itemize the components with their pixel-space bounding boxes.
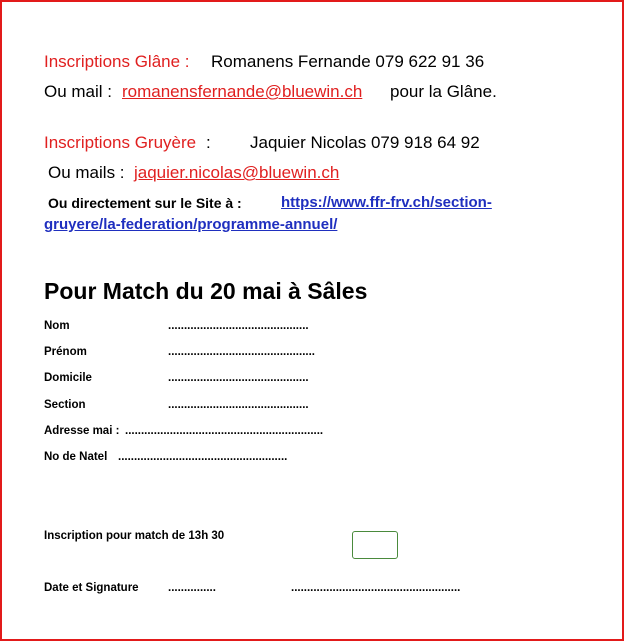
gruyere-mail-label: Ou mails : [48,163,125,182]
inscription-checkbox[interactable] [352,531,398,559]
adresse-label: Adresse mai : [44,425,120,437]
inscription-label: Inscription pour match de 13h 30 [44,530,225,542]
prenom-field[interactable]: .............................................. [168,346,315,358]
nom-field[interactable]: ............................................ [168,320,309,332]
gruyere-colon: : [206,133,211,152]
domicile-field[interactable]: ............................................ [168,372,309,384]
form-title: Pour Match du 20 mai à Sâles [44,278,368,304]
nom-label: Nom [44,320,70,332]
signature-field[interactable]: ..................................................... [291,582,461,594]
prenom-label: Prénom [44,346,87,358]
adresse-field[interactable]: .............................................................. [125,425,324,437]
natel-field[interactable]: ..................................................... [118,451,288,463]
signature-label: Date et Signature [44,582,139,594]
gruyere-mail-link[interactable]: jaquier.nicolas@bluewin.ch [134,163,340,182]
glane-contact: Romanens Fernande 079 622 91 36 [211,52,485,71]
gruyere-contact: Jaquier Nicolas 079 918 64 92 [250,133,480,152]
glane-mail-label: Ou mail : [44,82,113,101]
glane-mail-suffix: pour la Glâne. [390,82,497,101]
glane-label: Inscriptions Glâne : [44,52,190,71]
gruyere-label: Inscriptions Gruyère [44,133,197,152]
site-link-line1[interactable]: https://www.ffr-frv.ch/section- [281,194,492,211]
section-field[interactable]: ............................................ [168,399,309,411]
natel-label: No de Natel [44,451,108,463]
domicile-label: Domicile [44,372,92,384]
section-label: Section [44,399,86,411]
date-field[interactable]: ............... [168,582,216,594]
glane-mail-link[interactable]: romanensfernande@bluewin.ch [122,82,363,101]
site-label: Ou directement sur le Site à : [48,195,242,211]
site-link-line2[interactable]: gruyere/la-federation/programme-annuel/ [44,216,338,233]
